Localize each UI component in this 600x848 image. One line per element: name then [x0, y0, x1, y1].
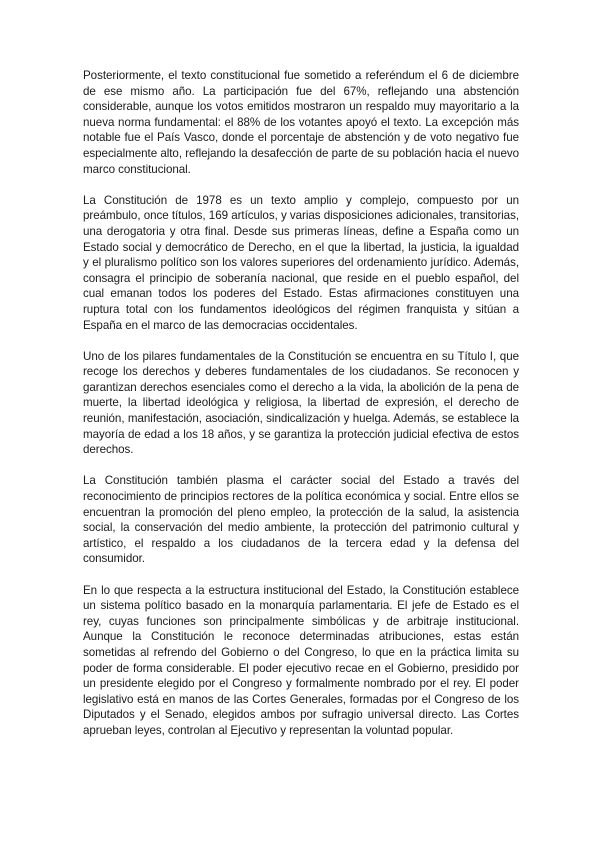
paragraph-institutional-structure: En lo que respecta a la estructura institucional del Estado, la Constitución establece un sistema político basado en la monarquía parlamentaria. El jefe de Estado es el rey, cuyas funciones son principalmente simbólicas y de arbitraje institucional. Aunque la Constitución le reconoce determinadas atribuciones, estas están sometidas al refrendo del Gobierno o del Congreso, lo que en la práctica limita su poder de forma considerable. El poder ejecutivo recae en el Gobierno, presidido por un presidente elegido por el Congreso y formalmente nombrado por el rey. El poder legislativo está en manos de las Cortes Generales, formadas por el Congreso de los Diputados y el Senado, elegidos ambos por sufragio universal directo. Las Cortes aprueban leyes, controlan al Ejecutivo y representan la voluntad popular.: [83, 583, 519, 737]
paragraph-social-state: La Constitución también plasma el carácter social del Estado a través del reconocimiento de principios rectores de la política económica y social. Entre ellos se encuentran la promoción del pleno empleo, la protección de la salud, la asistencia social, la conservación del medio ambiente, la protección del patrimonio cultural y artístico, el respaldo a los ciudadanos de la tercera edad y la defensa del consumidor.: [83, 474, 519, 566]
paragraph-constitution-structure: La Constitución de 1978 es un texto amplio y complejo, compuesto por un preámbulo, once títulos, 169 artículos, y varias disposiciones adicionales, transitorias, una derogatoria y otra final. Desde sus primeras líneas, define a España como un Estado social y democrático de Derecho, en el que la libertad, la justicia, la igualdad y el pluralismo político son los valores superiores del ordenamiento jurídico. Además, consagra el principio de soberanía nacional, que reside en el pueblo español, del cual emanan todos los poderes del Estado. Estas afirmaciones constituyen una ruptura total con los fundamentos ideológicos del régimen franquista y sitúan a España en el marco de las democracias occidentales.: [83, 193, 519, 332]
document-body: [83, 68, 519, 754]
paragraph-referendum: Posteriormente, el texto constitucional fue sometido a referéndum el 6 de diciembre de ese mismo año. La participación fue del 67%, reflejando una abstención considerable, aunque los votos emitidos mostraron un respaldo muy mayoritario a la nueva norma fundamental: el 88% de los votantes apoyó el texto. La excepción más notable fue el País Vasco, donde el porcentaje de abstención y de voto negativo fue especialmente alto, reflejando la desafección de parte de su población hacia el nuevo marco constitucional.: [83, 69, 519, 176]
paragraph-fundamental-rights: Uno de los pilares fundamentales de la Constitución se encuentra en su Título I, que recoge los derechos y deberes fundamentales de los ciudadanos. Se reconocen y garantizan derechos esenciales como el derecho a la vida, la abolición de la pena de muerte, la libertad ideológica y religiosa, la libertad de expresión, el derecho de reunión, manifestación, asociación, sindicalización y huelga. Además, se establece la mayoría de edad a los 18 años, y se garantiza la protección judicial efectiva de estos derechos.: [83, 349, 519, 457]
